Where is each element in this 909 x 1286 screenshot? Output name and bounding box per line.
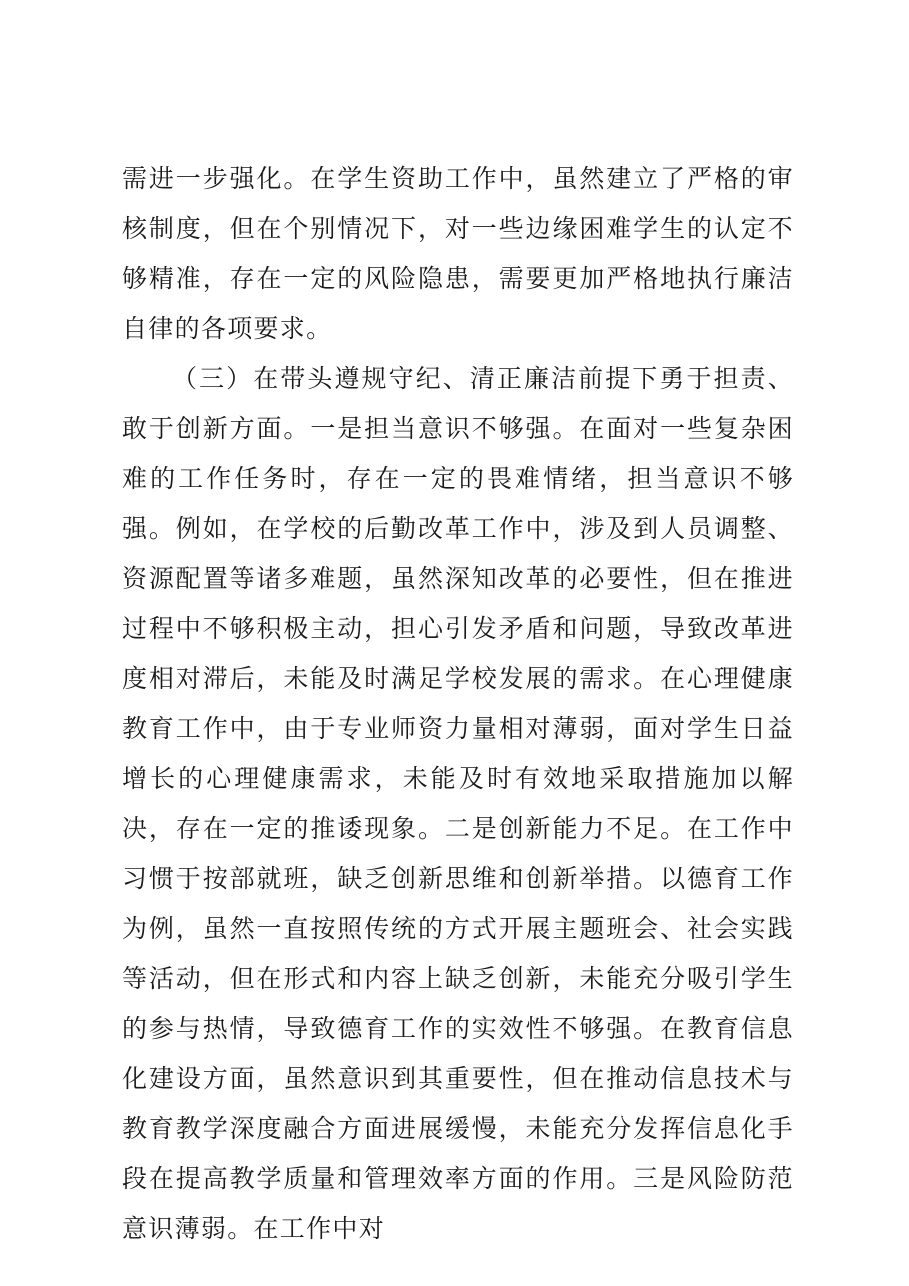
- paragraph-section-three: （三）在带头遵规守纪、清正廉洁前提下勇于担责、敢于创新方面。一是担当意识不够强。在面对一些复杂困难的工作任务时，存在一定的畏难情绪，担当意识不够强。例如，在学校的后勤改革工作中，涉及到人员调整、资源配置等诸多难题，虽然深知改革的必要性，但在推进过程中不够积极主动，担心引发矛盾和问题，导致改革进度相对滞后，未能及时满足学校发展的需求。在心理健康教育工作中，由于专业师资力量相对薄弱，面对学生日益增长的心理健康需求，未能及时有效地采取措施加以解决，存在一定的推诿现象。二是创新能力不足。在工作中习惯于按部就班，缺乏创新思维和创新举措。以德育工作为例，虽然一直按照传统的方式开展主题班会、社会实践等活动，但在形式和内容上缺乏创新，未能充分吸引学生的参与热情，导致德育工作的实效性不够强。在教育信息化建设方面，虽然意识到其重要性，但在推动信息技术与教育教学深度融合方面进展缓慢，未能充分发挥信息化手段在提高教学质量和管理效率方面的作用。三是风险防范意识薄弱。在工作中对: [122, 364, 794, 1243]
- document-body: [122, 154, 794, 1254]
- paragraph-continuation: 需进一步强化。在学生资助工作中，虽然建立了严格的审核制度，但在个别情况下，对一些边缘困难学生的认定不够精准，存在一定的风险隐患，需要更加严格地执行廉洁自律的各项要求。: [122, 164, 794, 343]
